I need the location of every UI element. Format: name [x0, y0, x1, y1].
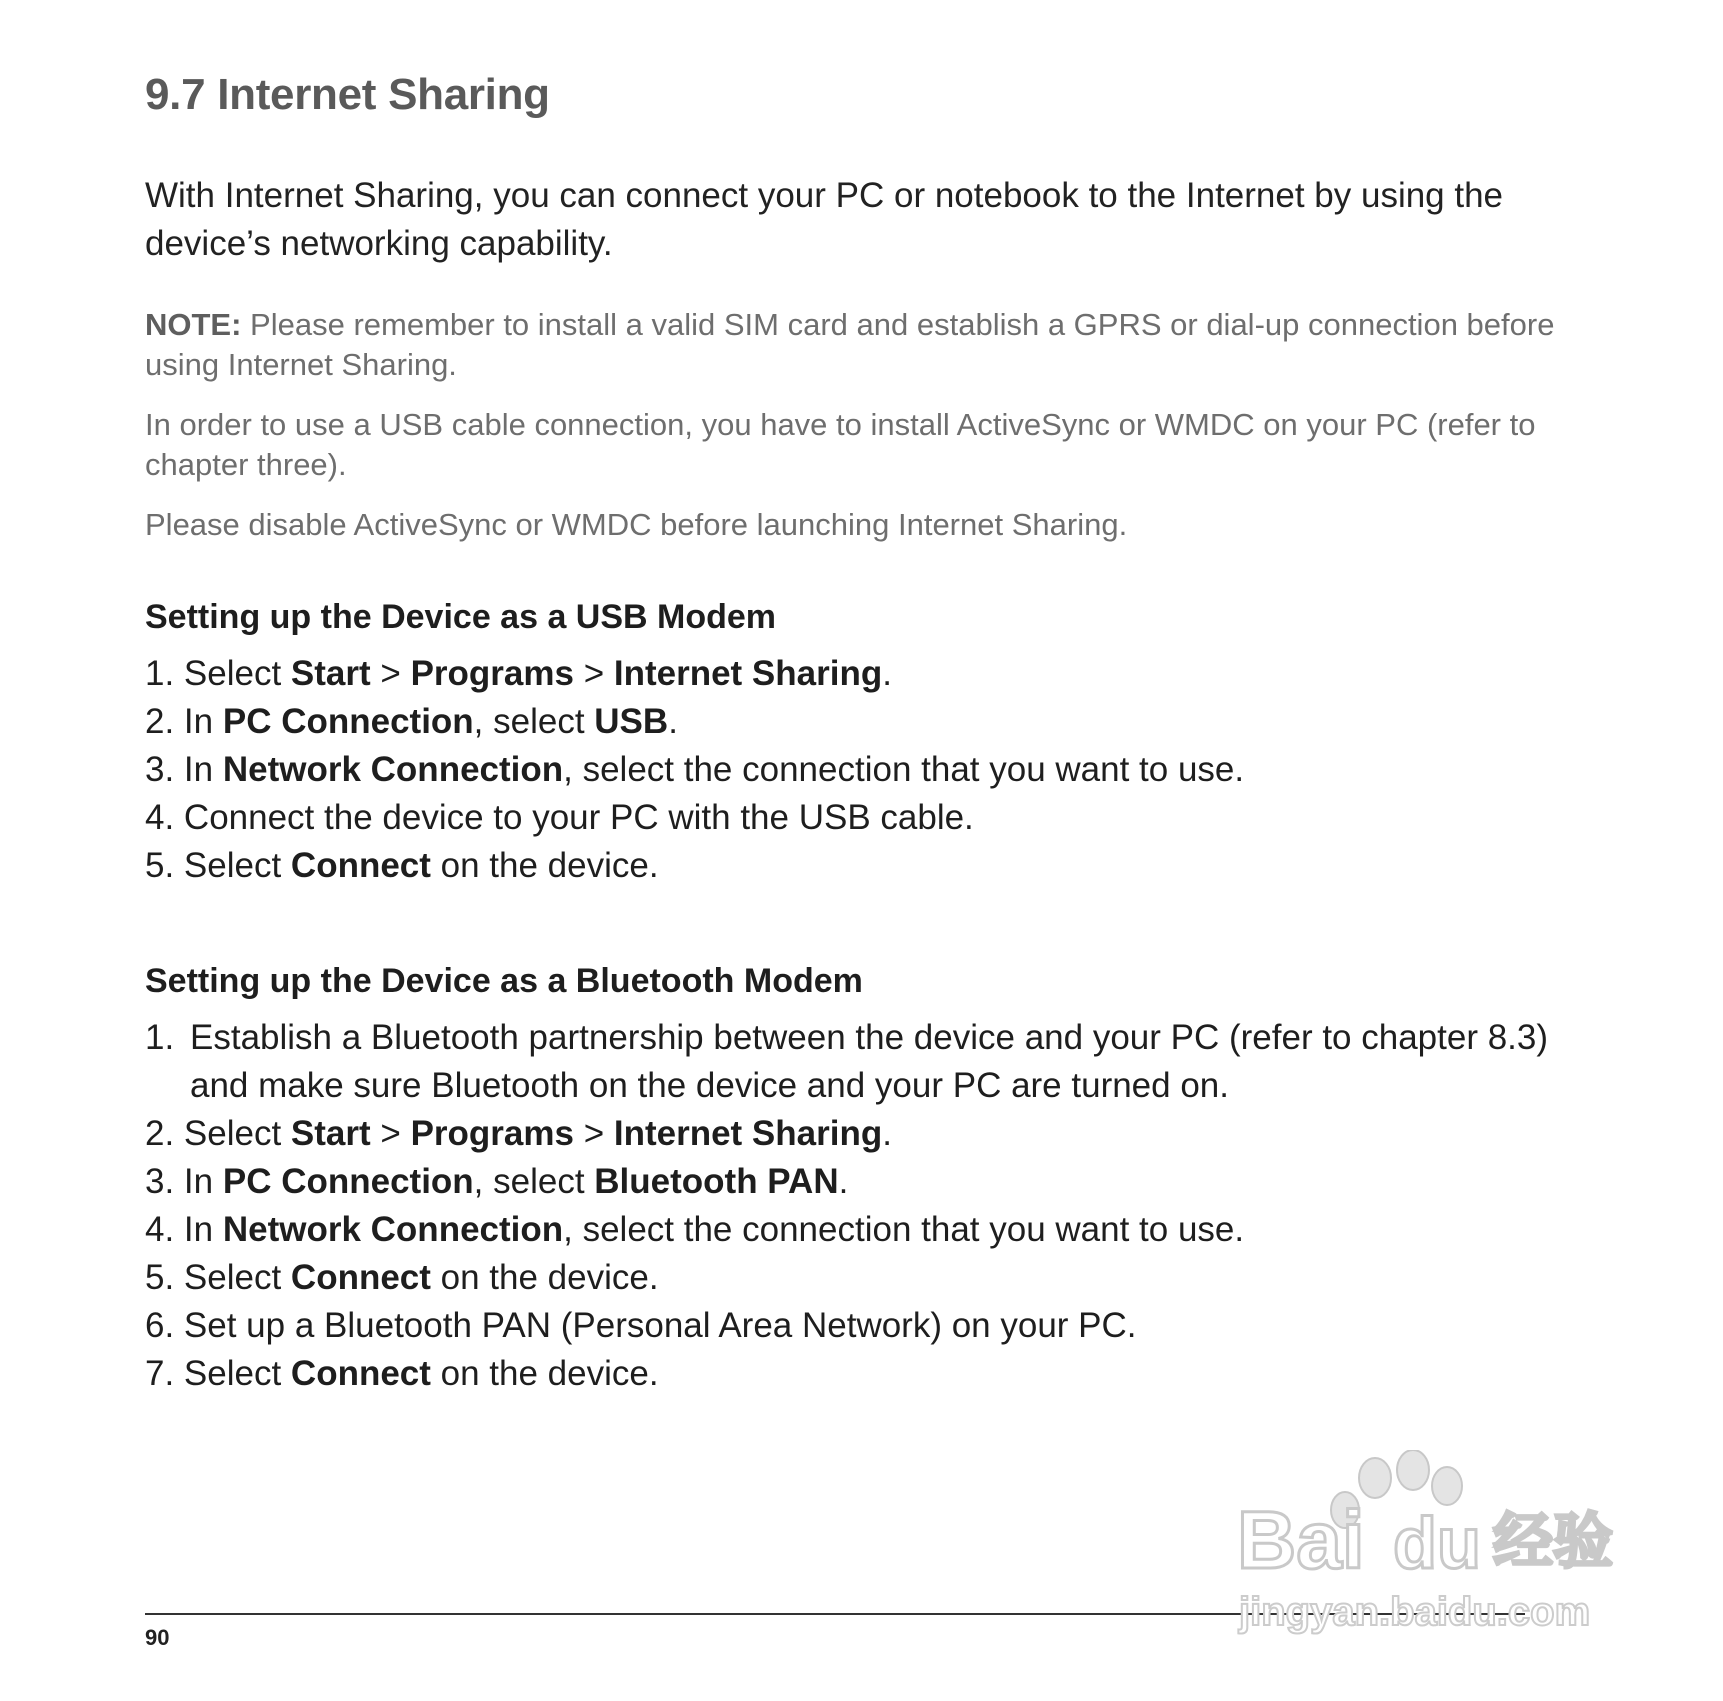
bt-step-7: 7. Select Connect on the device.: [145, 1354, 659, 1393]
baidu-watermark-logo: [1225, 1450, 1645, 1650]
bt-step-2: 2. Select Start > Programs > Internet Sharing.: [145, 1114, 892, 1153]
watermark-url: jingyan.baidu.com: [1239, 1590, 1591, 1634]
watermark-brand-a: Bai: [1237, 1495, 1365, 1586]
usb-step-4: 4. Connect the device to your PC with the USB cable.: [145, 798, 974, 837]
usb-step-2: 2. In PC Connection, select USB.: [145, 702, 678, 741]
watermark-brand-cn: 经验: [1493, 1507, 1613, 1577]
page-number: 90: [145, 1625, 170, 1650]
bt-step-6: 6. Set up a Bluetooth PAN (Personal Area Network) on your PC.: [145, 1306, 1137, 1345]
usb-section-heading: Setting up the Device as a USB Modem: [145, 598, 777, 636]
intro-paragraph: With Internet Sharing, you can connect your PC or notebook to the Internet by using the device’s networking capability.: [145, 176, 1504, 263]
bt-step-5: 5. Select Connect on the device.: [145, 1258, 659, 1297]
usb-step-3: 3. In Network Connection, select the connection that you want to use.: [145, 750, 1245, 789]
note-usb-activesync: In order to use a USB cable connection, you have to install ActiveSync or WMDC on your PC (refer to chapter three).: [145, 407, 1536, 482]
note-label: NOTE:: [145, 307, 242, 342]
watermark-brand-b: du: [1393, 1504, 1481, 1584]
note-disable-activesync: Please disable ActiveSync or WMDC before launching Internet Sharing.: [145, 507, 1128, 542]
bt-step-4: 4. In Network Connection, select the connection that you want to use.: [145, 1210, 1245, 1249]
page-title: 9.7 Internet Sharing: [145, 70, 550, 119]
usb-step-1: 1. Select Start > Programs > Internet Sharing.: [145, 654, 892, 693]
usb-steps-list: [145, 650, 1585, 890]
bluetooth-section-heading: Setting up the Device as a Bluetooth Modem: [145, 962, 863, 1000]
usb-step-5: 5. Select Connect on the device.: [145, 846, 659, 885]
note-text: Please remember to install a valid SIM card and establish a GPRS or dial-up connection before using Internet Sharing.: [145, 307, 1555, 382]
bt-step-1: 1. Establish a Bluetooth partnership between the device and your PC (refer to chapter 8.3) and make sure Bluetooth on the device and your PC are turned on.: [145, 1018, 1549, 1105]
bluetooth-steps-list: [145, 1014, 1585, 1398]
bt-step-3: 3. In PC Connection, select Bluetooth PAN.: [145, 1162, 849, 1201]
note-sim-card: [145, 305, 1575, 385]
